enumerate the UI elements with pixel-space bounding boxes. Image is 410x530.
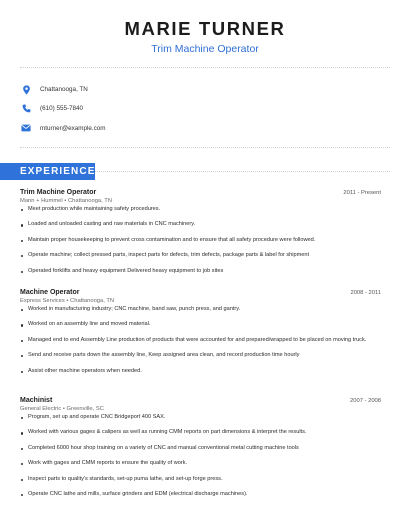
phone-icon <box>21 104 31 114</box>
job-location: Greenville, SC <box>66 406 104 412</box>
job-bullet: Completed 6000 hour shop training on a variety of CNC and manual conventional metal cutting machine tools <box>20 445 381 453</box>
job-company: Express Services <box>20 298 65 304</box>
job-bullets <box>20 306 381 375</box>
experience-heading-rule <box>95 171 390 172</box>
job-dates: 2011 - Present <box>343 190 381 196</box>
job-company-location: Mann + Hummel • Chattanooga, TN <box>20 198 112 204</box>
phone-text: (610) 555-7840 <box>40 105 84 113</box>
job-bullet: Meet production while maintaining safety procedures. <box>20 206 381 214</box>
experience-section-heading: EXPERIENCE <box>0 163 95 180</box>
job-bullet: Worked on an assembly line and moved material. <box>20 321 381 329</box>
job-bullet: Worked with various gages & calipers as well as running CMM reports on part dimensions & interpret the results. <box>20 429 381 437</box>
job-position: Machine Operator <box>20 289 80 296</box>
job-bullets <box>20 414 381 499</box>
job-bullet: Worked in manufacturing industry; CNC machine, band saw, punch press, and gantry. <box>20 306 381 314</box>
job-bullet: Operated forklifts and heavy equipment Delivered heavy equipment to job sites <box>20 268 381 276</box>
contact-divider <box>20 147 390 148</box>
job-bullet: Send and receive parts down the assembly line, Keep assigned area clean, and record production time hourly <box>20 352 381 360</box>
contact-phone <box>21 99 106 118</box>
job-bullet: Managed end to end Assembly Line production of products that were accounted for and prepared/wrapped to be placed on moving truck. <box>20 337 381 345</box>
job-company: General Electric <box>20 406 62 412</box>
job-bullet: Operate CNC lathe and mills, surface grinders and EDM (electrical discharge machines). <box>20 491 381 499</box>
job-location: Chattanooga, TN <box>70 298 115 304</box>
job-entry <box>20 189 381 275</box>
job-company: Mann + Hummel <box>20 198 63 204</box>
job-bullet: Loaded and unloaded casting and raw materials in CNC machinery. <box>20 221 381 229</box>
job-bullet: Inspect parts to quality's standards, set-up puma lathe, and set-up forge press. <box>20 476 381 484</box>
job-position: Machinist <box>20 397 53 404</box>
candidate-name: MARIE TURNER <box>124 18 286 39</box>
contact-email <box>21 119 106 138</box>
job-bullet: Operate machine; collect pressed parts, inspect parts for defects, trim defects, package parts & label for shipment <box>20 252 381 260</box>
job-bullet: Maintain proper housekeeping to prevent cross contamination and to ensure that all safety procedure were followed. <box>20 237 381 245</box>
email-text: mturner@example.com <box>40 124 106 132</box>
job-position: Trim Machine Operator <box>20 189 97 196</box>
contact-location <box>21 80 106 99</box>
contact-info <box>21 80 106 138</box>
job-bullet: Assist other machine operators when needed. <box>20 368 381 376</box>
job-location: Chattanooga, TN <box>67 198 112 204</box>
location-text: Chattanooga, TN <box>40 86 88 94</box>
email-icon <box>21 123 31 133</box>
job-entry <box>20 289 381 375</box>
job-bullet: Program, set up and operate CNC Bridgeport 400 SAX. <box>20 414 381 422</box>
location-pin-icon <box>21 85 31 95</box>
job-company-location: General Electric • Greenville, SC <box>20 406 104 412</box>
job-bullet: Work with gages and CMM reports to ensure the quality of work. <box>20 460 381 468</box>
header-divider <box>20 67 390 68</box>
job-entry <box>20 397 381 499</box>
job-dates: 2007 - 2008 <box>350 398 381 404</box>
resume-header <box>0 0 410 56</box>
job-company-location: Express Services • Chattanooga, TN <box>20 298 115 304</box>
job-title-headline: Trim Machine Operator <box>151 43 259 55</box>
job-dates: 2008 - 2011 <box>350 290 381 296</box>
job-bullets <box>20 206 381 275</box>
